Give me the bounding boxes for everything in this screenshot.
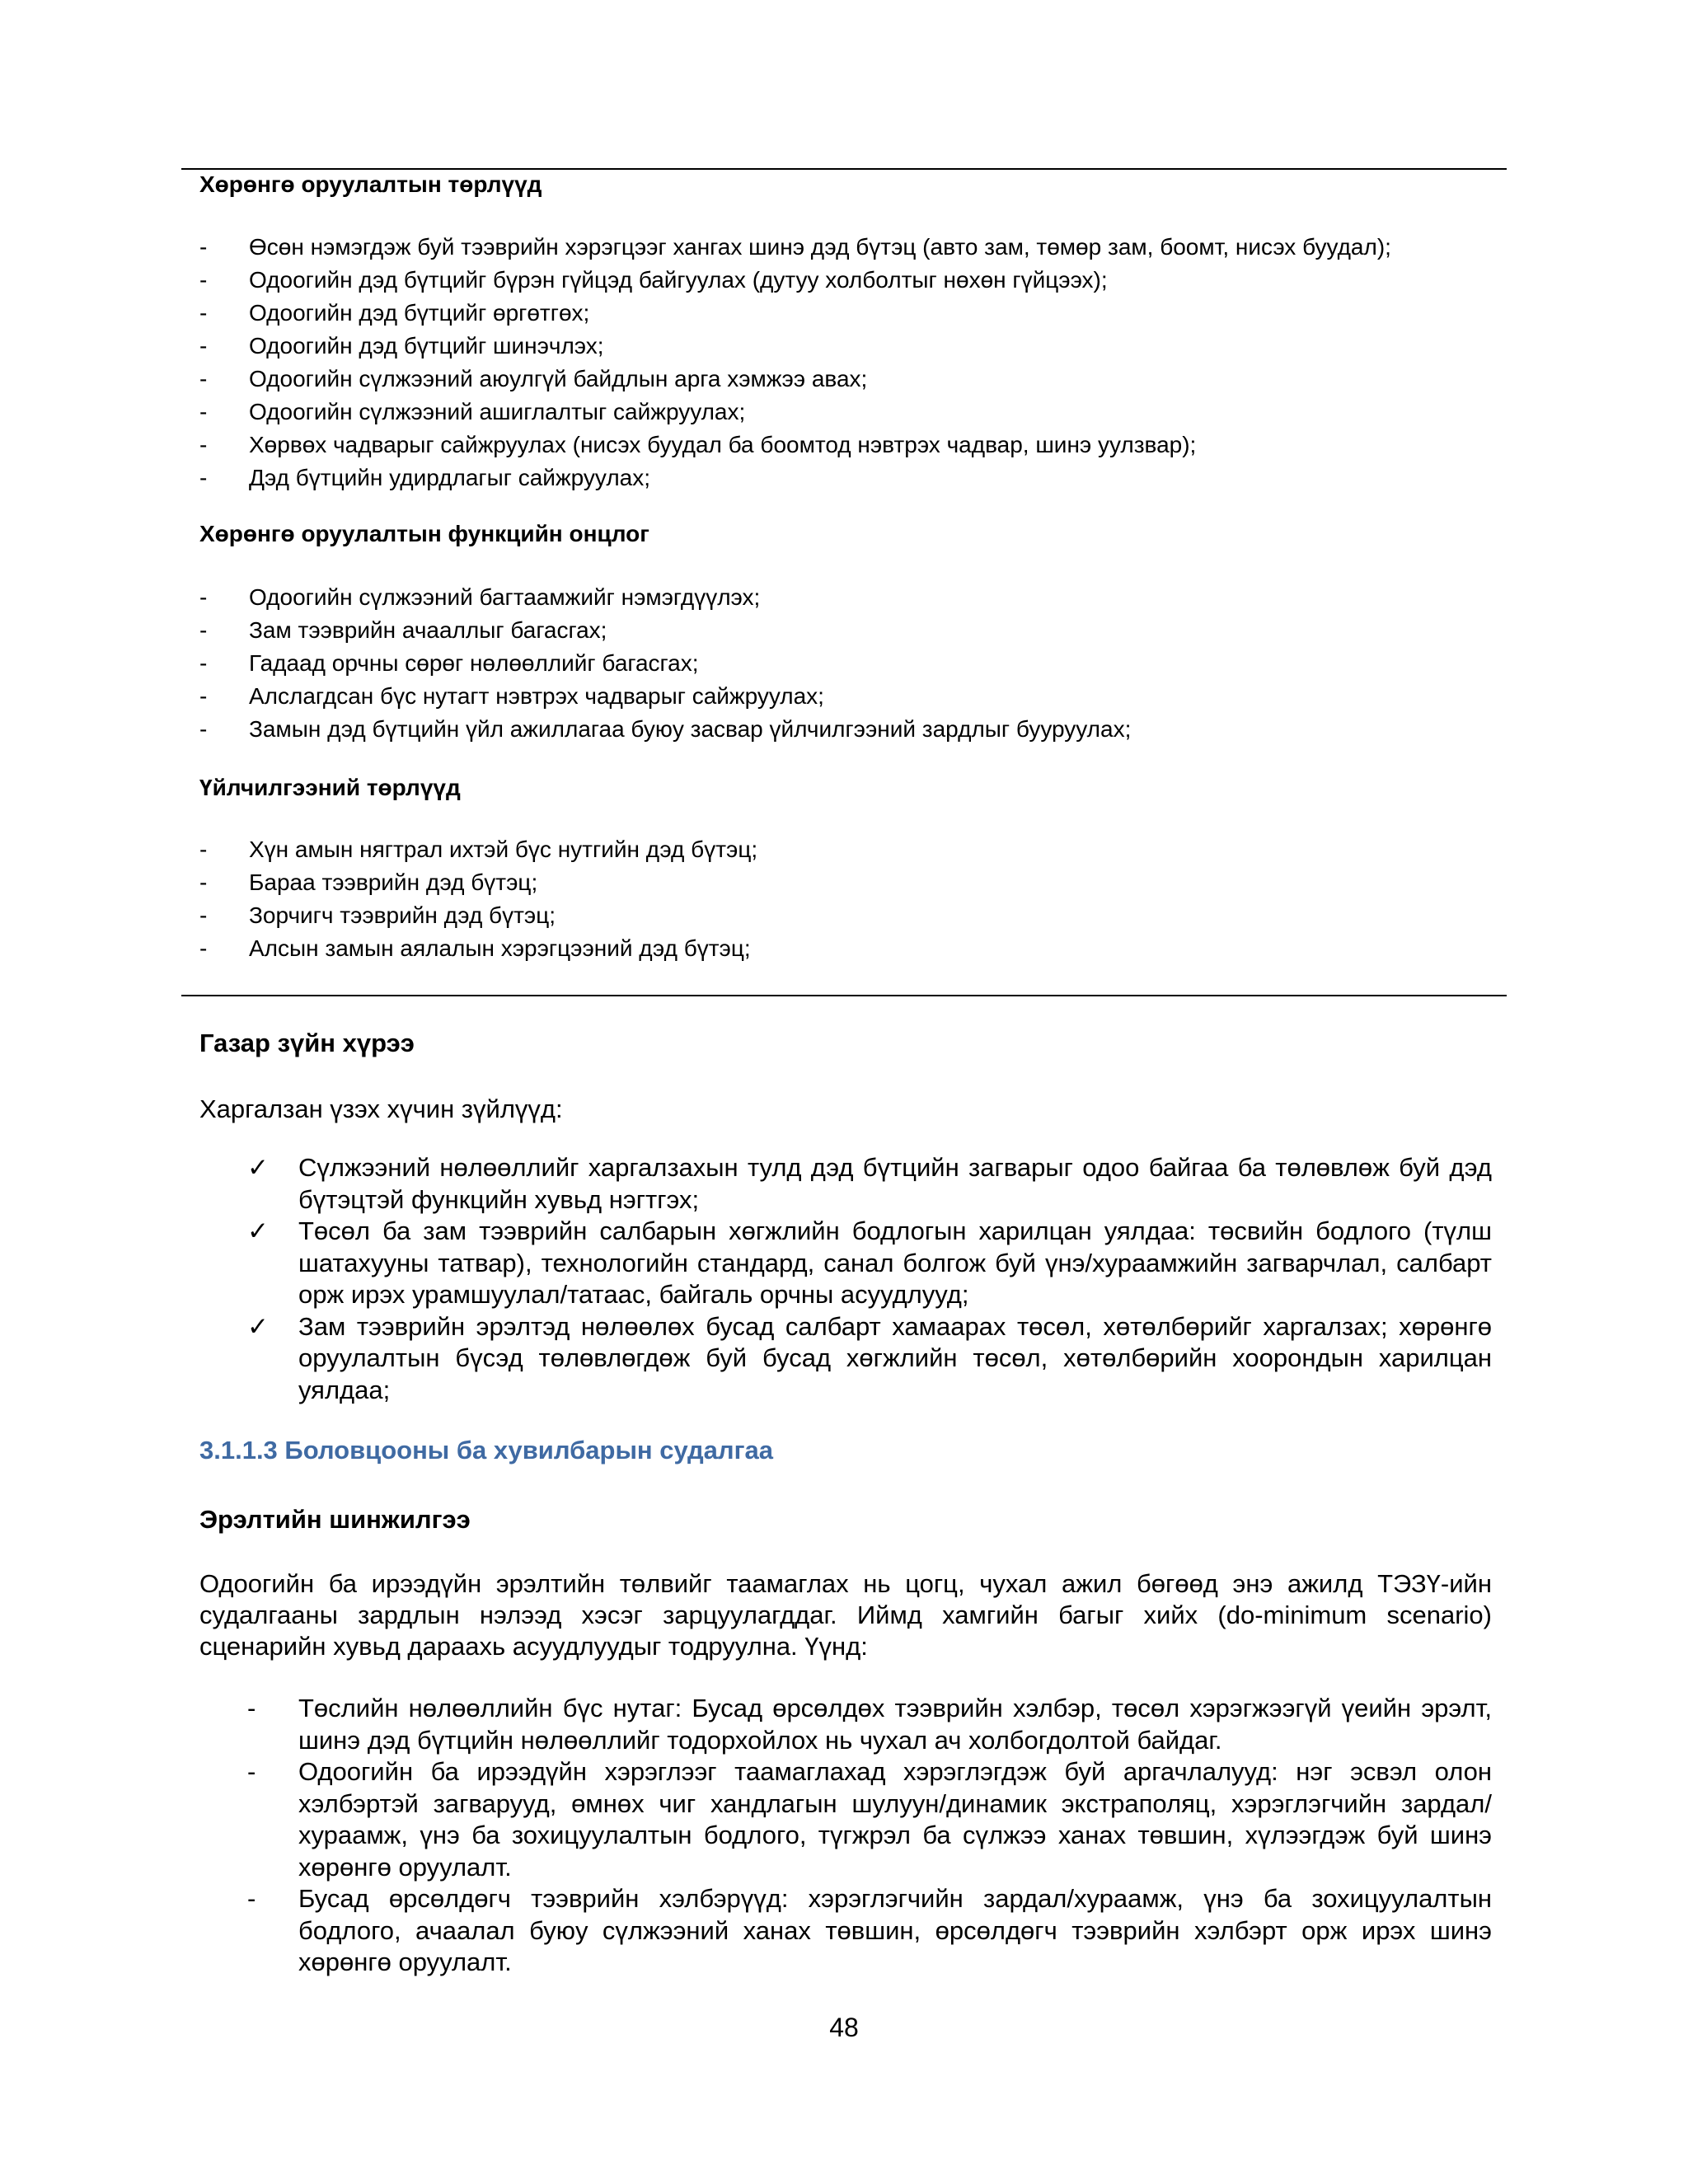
dash-bullet: - bbox=[199, 617, 208, 643]
page-number: 48 bbox=[829, 2013, 859, 2042]
investment-types-heading: Хөрөнгө оруулалтын төрлүүд bbox=[199, 171, 542, 197]
list-item: - Хүн амын нягтрал ихтэй бүс нутгийн дэд бүтэц; bbox=[199, 833, 1502, 866]
function-focus-heading: Хөрөнгө оруулалтын функцийн онцлог bbox=[199, 521, 649, 546]
list-item: - Төслийн нөлөөллийн бүс нутаг: Бусад өрсөлдөх тээврийн хэлбэр, төсөл хэрэгжээгүй үеийн эрэлт, шинэ дэд бүтцийн нөлөөллийг тодорхойлох нь чухал ач холбогдолтой байдаг. bbox=[247, 1694, 1492, 1755]
dash-bullet: - bbox=[199, 935, 208, 961]
function-focus-list bbox=[199, 581, 1502, 746]
demand-paragraph: Одоогийн ба ирээдүйн эрэлтийн төлвийг таамаглах нь цогц, чухал ажил бөгөөд энэ ажилд ТЭЗҮ-ийн судалгааны зардлын нэлээд хэсэг зарцуулагддаг. Иймд хамгийн багыг хийх (do-minimum scenario) сценарийн хувьд дараахь асуудлуудыг тодруулна. Үүнд: bbox=[199, 1569, 1492, 1661]
dash-bullet: - bbox=[199, 584, 208, 610]
checkmark-icon: ✓ bbox=[247, 1311, 269, 1341]
geo-heading: Газар зүйн хүрээ bbox=[199, 1029, 415, 1057]
demand-heading: Эрэлтийн шинжилгээ bbox=[199, 1505, 471, 1534]
dash-bullet: - bbox=[199, 683, 208, 709]
list-item: - Одоогийн сүлжээний багтаамжийг нэмэгдүүлэх; bbox=[199, 581, 1502, 614]
list-item: - Одоогийн сүлжээний ашиглалтыг сайжруулах; bbox=[199, 396, 1502, 429]
dash-bullet: - bbox=[199, 267, 208, 293]
list-item: ✓ Зам тээврийн эрэлтэд нөлөөлөх бусад салбарт хамаарах төсөл, хөтөлбөрийг харгалзах; хөрөнгө оруулалтын бүсэд төлөвлөгдөж буй бусад хөгжлийн төсөл, хөтөлбөрийн хоорондын харилцан уялдаа; bbox=[247, 1311, 1492, 1404]
dash-bullet: - bbox=[247, 1884, 256, 1913]
box-bottom-rule bbox=[181, 995, 1507, 996]
list-item: - Хөрвөх чадварыг сайжруулах (нисэх буудал ба боомтод нэвтрэх чадвар, шинэ уулзвар); bbox=[199, 429, 1502, 462]
dash-bullet: - bbox=[199, 366, 208, 391]
service-types-list bbox=[199, 833, 1502, 965]
dash-bullet: - bbox=[199, 902, 208, 928]
service-types-heading: Үйлчилгээний төрлүүд bbox=[199, 775, 461, 800]
list-item: - Зорчигч тээврийн дэд бүтэц; bbox=[199, 899, 1502, 932]
list-item: - Одоогийн дэд бүтцийг бүрэн гүйцэд байгуулах (дутуу холболтыг нөхөн гүйцээх); bbox=[199, 264, 1502, 297]
dash-bullet: - bbox=[199, 333, 208, 359]
list-item: - Бараа тээврийн дэд бүтэц; bbox=[199, 866, 1502, 899]
subsection-title: 3.1.1.3 Боловцооны ба хувилбарын судалгаа bbox=[199, 1436, 773, 1465]
list-item: - Бусад өрсөлдөгч тээврийн хэлбэрүүд: хэрэглэгчийн зардал/хураамж, үнэ ба зохицуулалтын бодлого, ачаалал буюу сүлжээний ханах төвшин, өрсөлдөгч тээврийн хэлбэрт орж ирэх шинэ хөрөнгө оруулалт. bbox=[247, 1884, 1492, 1976]
list-item: - Одоогийн дэд бүтцийг өргөтгөх; bbox=[199, 297, 1502, 330]
list-item: - Өсөн нэмэгдэж буй тээврийн хэрэгцээг хангах шинэ дэд бүтэц (авто зам, төмөр зам, боомт, нисэх буудал); bbox=[199, 231, 1502, 264]
checkmark-icon: ✓ bbox=[247, 1216, 269, 1245]
dash-bullet: - bbox=[247, 1694, 256, 1722]
investment-types-list bbox=[199, 231, 1502, 494]
dash-bullet: - bbox=[199, 650, 208, 676]
list-item: - Зам тээврийн ачааллыг багасгах; bbox=[199, 614, 1502, 647]
dash-bullet: - bbox=[199, 837, 208, 862]
checkmark-icon: ✓ bbox=[247, 1153, 269, 1182]
list-item: ✓ Сүлжээний нөлөөллийг харгалзахын тулд дэд бүтцийн загварыг одоо байгаа ба төлөвлөж буй дэд бүтэцтэй функцийн хувьд нэгтгэх; bbox=[247, 1153, 1492, 1214]
list-item: - Одоогийн ба ирээдүйн хэрэглээг таамаглахад хэрэглэгдэж буй аргачлалууд: нэг эсвэл олон хэлбэртэй загварууд, өмнөх чиг хандлагын шулуун/динамик экстраполяц, хэрэглэгчийн зардал/хураамж, үнэ ба зохицуулалтын бодлого, түгжрэл ба сүлжээ ханах төвшин, хүлээгдэж буй шинэ хөрөнгө оруулалт. bbox=[247, 1757, 1492, 1882]
list-item: - Замын дэд бүтцийн үйл ажиллагаа буюу засвар үйлчилгээний зардлыг бууруулах; bbox=[199, 713, 1502, 746]
list-item: ✓ Төсөл ба зам тээврийн салбарын хөгжлийн бодлогын харилцан уялдаа: төсвийн бодлого (түлш шатахууны татвар), технологийн стандард, санал болгож буй үнэ/хураамжийн загварчлал, салбарт орж ирэх урамшуулал/татаас, байгаль орчны асуудлууд; bbox=[247, 1216, 1492, 1309]
list-item: - Алслагдсан бүс нутагт нэвтрэх чадварыг сайжруулах; bbox=[199, 680, 1502, 713]
dash-bullet: - bbox=[199, 234, 208, 260]
demand-list bbox=[247, 1693, 1492, 1979]
list-item: - Дэд бүтцийн удирдлагыг сайжруулах; bbox=[199, 462, 1502, 494]
dash-bullet: - bbox=[199, 716, 208, 742]
dash-bullet: - bbox=[199, 300, 208, 326]
dash-bullet: - bbox=[199, 432, 208, 457]
list-item: - Одоогийн сүлжээний аюулгүй байдлын арга хэмжээ авах; bbox=[199, 363, 1502, 396]
geo-factor-list bbox=[247, 1152, 1492, 1406]
dash-bullet: - bbox=[199, 399, 208, 424]
dash-bullet: - bbox=[199, 465, 208, 490]
geo-intro: Харгалзан үзэх хүчин зүйлүүд: bbox=[199, 1094, 563, 1123]
list-item: - Гадаад орчны сөрөг нөлөөллийг багасгах; bbox=[199, 647, 1502, 680]
dash-bullet: - bbox=[247, 1757, 256, 1786]
list-item: - Одоогийн дэд бүтцийг шинэчлэх; bbox=[199, 330, 1502, 363]
list-item: - Алсын замын аялалын хэрэгцээний дэд бүтэц; bbox=[199, 932, 1502, 965]
dash-bullet: - bbox=[199, 869, 208, 895]
